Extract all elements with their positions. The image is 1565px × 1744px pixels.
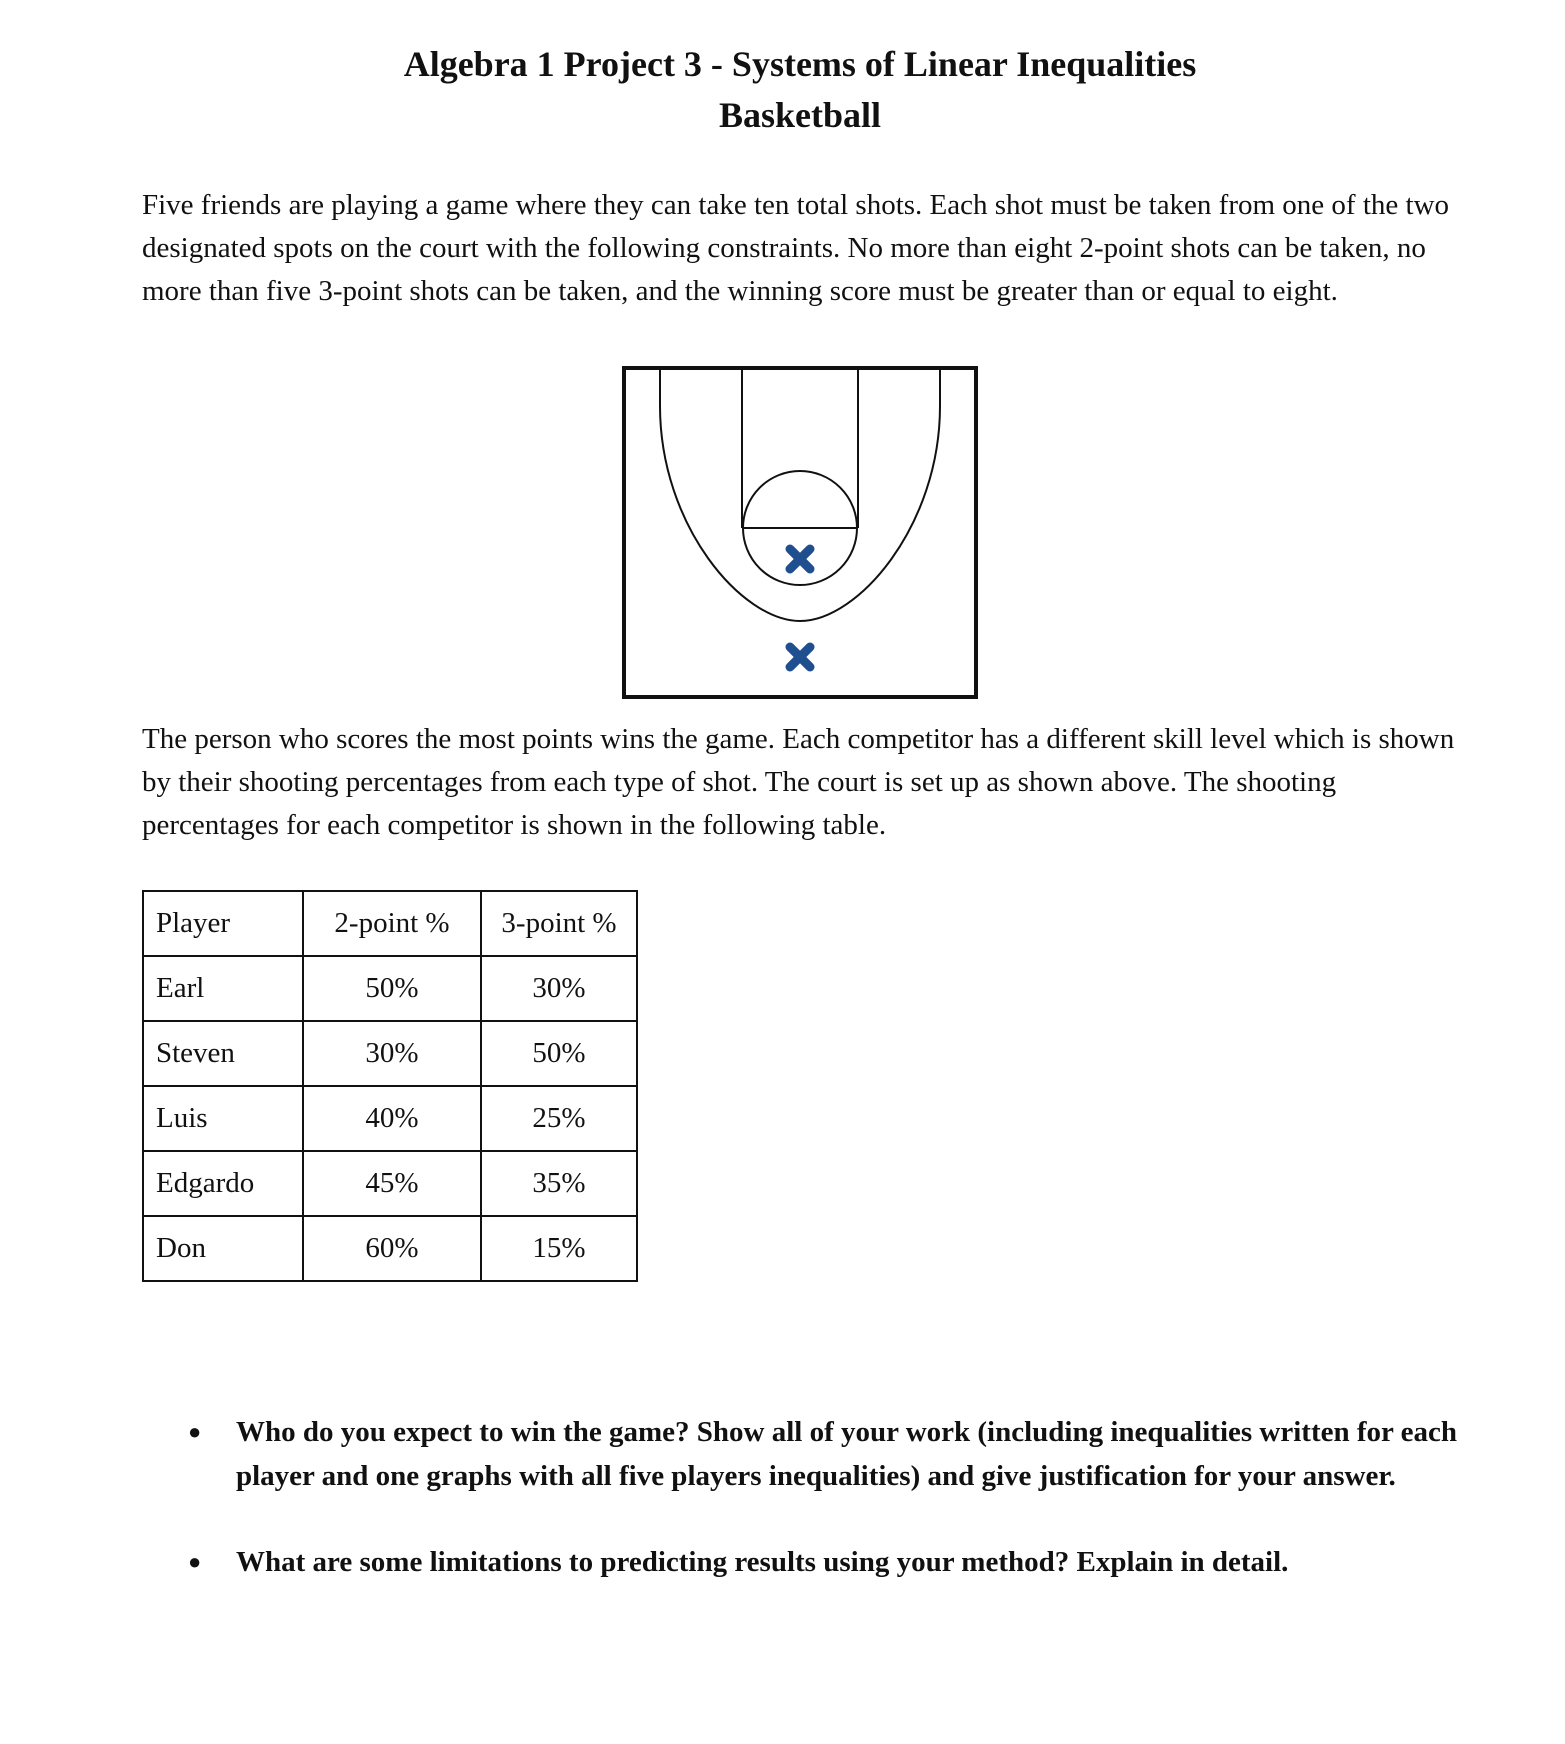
two-point-cell: 45% [303,1151,481,1216]
description-paragraph: The person who scores the most points wins the game. Each competitor has a different skill level which is shown by their shooting percentages from each type of shot. The court is set up as shown above. The shooting percentages for each competitor is shown in the following table. [142,723,1455,841]
two-point-cell: 30% [303,1021,481,1086]
player-name-cell: Earl [143,956,303,1021]
free-throw-lane [742,370,858,528]
three-point-cell: 15% [481,1216,637,1281]
document-title: Algebra 1 Project 3 - Systems of Linear Inequalities [403,44,1197,84]
three-point-cell: 50% [481,1021,637,1086]
three-point-cell: 35% [481,1151,637,1216]
court-boundary [624,368,976,697]
three-point-spot-marker [790,647,810,667]
intro-paragraph: Five friends are playing a game where they can take ten total shots. Each shot must be taken from one of the two designated spots on the court with the following constraints. No more than eight 2-point shots can be taken, no more than five 3-point shots can be taken, and the winning score must be greater than or equal to eight. [142,189,1450,307]
bullet-icon: ● [188,1549,202,1574]
table-row [143,1216,637,1281]
three-point-cell: 30% [481,956,637,1021]
player-name-cell: Edgardo [143,1151,303,1216]
table-row [143,1021,637,1086]
three-point-cell: 25% [481,1086,637,1151]
two-point-cell: 60% [303,1216,481,1281]
two-point-cell: 40% [303,1086,481,1151]
three-point-arc [660,370,940,621]
question-text: What are some limitations to predicting results using your method? Explain in detail. [236,1546,1289,1578]
table-header-row [143,891,637,956]
header-2-point: 2-point % [303,891,481,956]
player-name-cell: Luis [143,1086,303,1151]
table-row [143,956,637,1021]
document-subtitle: Basketball [718,95,882,135]
basketball-court-diagram [622,366,978,699]
question-item [180,1540,1480,1584]
question-item [180,1410,1480,1498]
table-row [143,1151,637,1216]
header-player: Player [143,891,303,956]
two-point-cell: 50% [303,956,481,1021]
question-list [180,1410,1480,1584]
player-name-cell: Don [143,1216,303,1281]
question-text: Who do you expect to win the game? Show all of your work (including inequalities written for each player and one graphs with all five players inequalities) and give justification for your answer. [236,1416,1457,1492]
shooting-percentage-table [142,890,638,1282]
two-point-spot-marker [790,549,810,569]
header-3-point: 3-point % [481,891,637,956]
player-name-cell: Steven [143,1021,303,1086]
table-row [143,1086,637,1151]
bullet-icon: ● [188,1419,202,1444]
